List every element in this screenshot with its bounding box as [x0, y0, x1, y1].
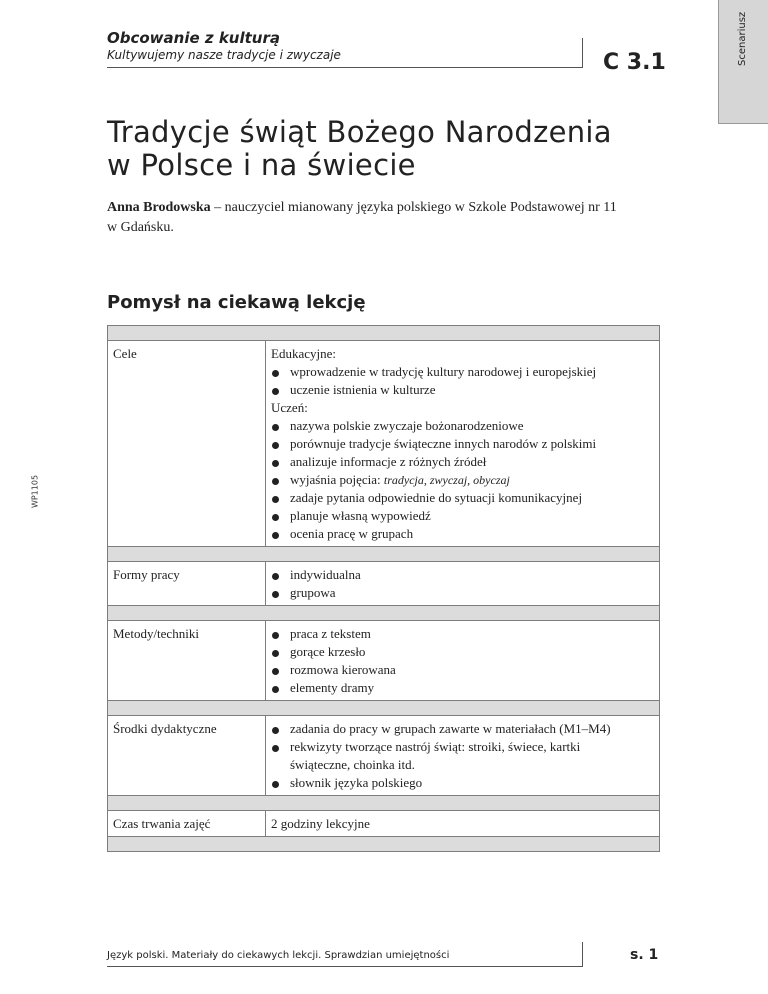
page-number: s. 1 [630, 947, 659, 963]
list-item: słownik języka polskiego [271, 774, 653, 792]
list-item: grupowa [271, 584, 653, 602]
footer-text: Język polski. Materiały do ciekawych lekcji. Sprawdzian umiejętności [107, 950, 450, 961]
list-item-text: wyjaśnia pojęcia: [290, 472, 384, 487]
title-line-1: Tradycje świąt Bożego Narodzenia [107, 115, 612, 149]
side-code: WP1105 [30, 474, 40, 509]
list-item: 2 godziny lekcyjne [271, 816, 370, 831]
list-item: rozmowa kierowana [271, 661, 653, 679]
row-content [266, 716, 659, 795]
list-item: uczenie istnienia w kulturze [271, 381, 653, 399]
table-separator [108, 326, 659, 341]
section-title: Obcowanie z kulturą [107, 29, 280, 47]
author-location: w Gdańsku. [107, 220, 174, 235]
row-label: Środki dydaktyczne [108, 716, 266, 795]
list-item: wprowadzenie w tradycję kultury narodowej i europejskiej [271, 363, 653, 381]
header-divider [582, 38, 583, 68]
table-separator [108, 837, 659, 852]
list-item-italic: tradycja, zwyczaj, obyczaj [383, 473, 510, 487]
list-item: Uczeń: [271, 400, 308, 415]
list-item: gorące krzesło [271, 643, 653, 661]
row-content [266, 341, 659, 546]
row-content [266, 562, 659, 605]
table-row-formy-pracy [108, 562, 659, 606]
table-separator [108, 606, 659, 621]
side-tab-label: Scenariusz [737, 11, 748, 66]
header-rule [107, 67, 583, 68]
title-line-2: w Polsce i na świecie [107, 148, 416, 182]
footer-rule [107, 966, 583, 967]
subsection-title: Kultywujemy nasze tradycje i zwyczaje [107, 48, 341, 62]
lesson-code: C 3.1 [603, 50, 666, 75]
list-item: zadaje pytania odpowiednie do sytuacji komunikacyjnej [271, 489, 653, 507]
table-row-cele [108, 341, 659, 547]
list-item-continuation: świąteczne, choinka itd. [290, 757, 415, 772]
list-item: planuje własną wypowiedź [271, 507, 653, 525]
table-separator [108, 796, 659, 811]
author-description: – nauczyciel mianowany języka polskiego w Szkole Podstawowej nr 11 [210, 200, 617, 215]
list-item: praca z tekstem [271, 625, 653, 643]
list-item: ocenia pracę w grupach [271, 525, 653, 543]
row-content [266, 811, 659, 836]
list-item: analizuje informacje z różnych źródeł [271, 453, 653, 471]
page-title [107, 116, 697, 182]
list-item: zadania do pracy w grupach zawarte w materiałach (M1–M4) [271, 720, 653, 738]
list-item: porównuje tradycje świąteczne innych narodów z polskimi [271, 435, 653, 453]
section-heading: Pomysł na ciekawą lekcję [107, 292, 366, 313]
lesson-table [107, 325, 660, 852]
table-separator [108, 547, 659, 562]
list-item: indywidualna [271, 566, 653, 584]
list-item: nazywa polskie zwyczaje bożonarodzeniowe [271, 417, 653, 435]
row-label: Formy pracy [108, 562, 266, 605]
author-info [107, 198, 667, 238]
row-label: Metody/techniki [108, 621, 266, 700]
row-content [266, 621, 659, 700]
row-label: Czas trwania zajęć [108, 811, 266, 836]
table-row-czas [108, 811, 659, 837]
list-item: Edukacyjne: [271, 346, 336, 361]
table-separator [108, 701, 659, 716]
row-label: Cele [108, 341, 266, 546]
table-row-metody [108, 621, 659, 701]
list-item [271, 471, 653, 489]
list-item: rekwizyty tworzące nastrój świąt: stroiki, świece, kartki [271, 738, 653, 756]
author-name: Anna Brodowska [107, 200, 211, 215]
table-row-srodki [108, 716, 659, 796]
footer-divider [582, 942, 583, 967]
list-item: elementy dramy [271, 679, 653, 697]
